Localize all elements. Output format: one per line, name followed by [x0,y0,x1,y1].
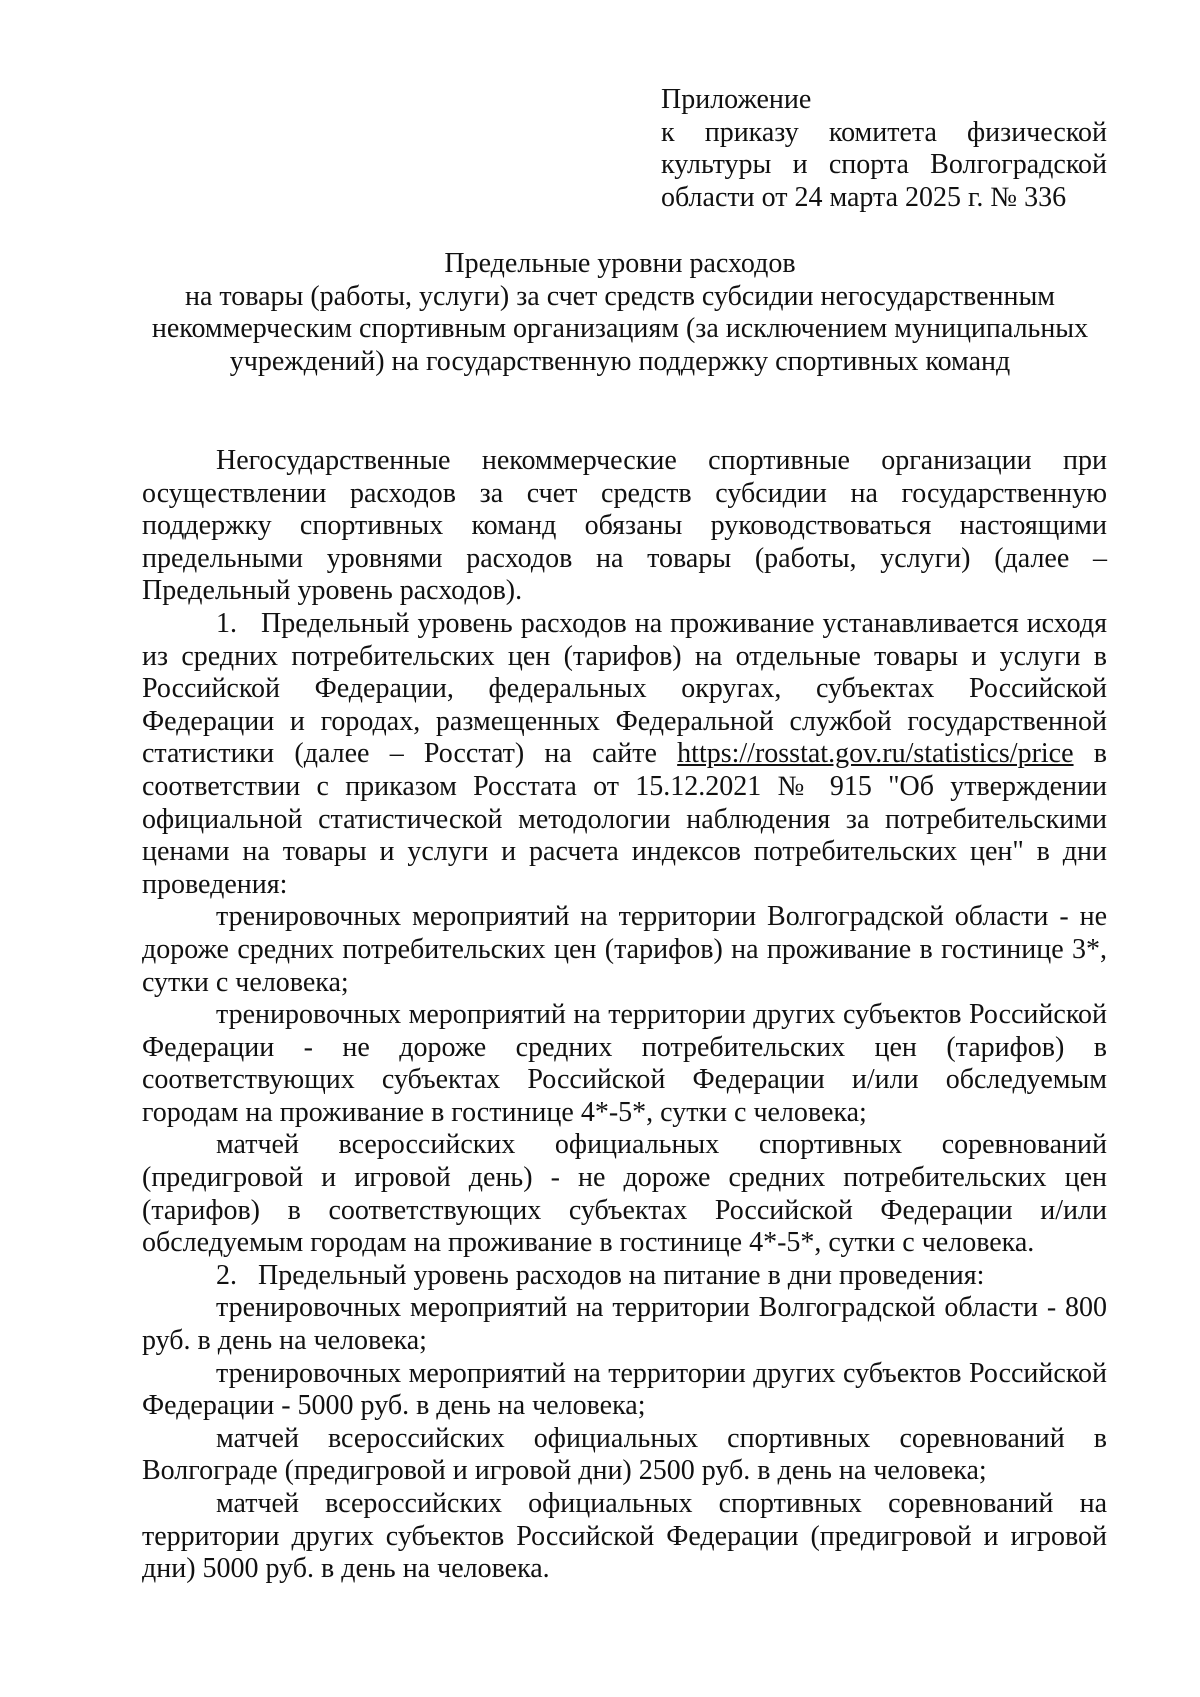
accommodation-item-2: тренировочных мероприятий на территории других субъектов Российской Федерации - не дороже средних потребительских цен (тарифов) в соответствующих субъектах Российской Федерации и/или обследуемым городам на проживание в гостинице 4*-5*, сутки с человека; [142,999,1107,1128]
paragraph-1 [142,608,1107,901]
document-title [140,248,1100,378]
accommodation-item-3: матчей всероссийских официальных спортивных соревнований (предигровой и игровой день) - не дороже средних потребительских цен (тарифов) в соответствующих субъектах Российской Федерации и/или обследуемым городам на проживание в гостинице 4*-5*, сутки с человека. [142,1129,1107,1259]
document-body [142,445,1107,1586]
paragraph-2 [142,1260,1107,1293]
paragraph-1-number: 1. [216,607,237,639]
rosstat-link[interactable]: https://rosstat.gov.ru/statistics/price [677,738,1074,770]
paragraph-2-text: Предельный уровень расходов на питание в дни проведения: [258,1259,985,1291]
meals-item-4: матчей всероссийских официальных спортивных соревнований на территории других субъектов Российской Федерации (предигровой и игровой дни) 5000 руб. в день на человека. [142,1488,1107,1585]
paragraph-2-number: 2. [216,1259,237,1291]
meals-item-1: тренировочных мероприятий на территории Волгоградской области - 800 руб. в день на человека; [142,1292,1107,1357]
accommodation-item-1: тренировочных мероприятий на территории Волгоградской области - не дороже средних потребительских цен (тарифов) на проживание в гостинице 3*, сутки с человека; [142,901,1107,998]
paragraph-1-text: Предельный уровень расходов на проживание устанавливается исходя из средних потребительских цен (тарифов) на отдельные товары и услуги в Российской Федерации, федеральных округах, субъектах Российской Федерации и городах, размещенных Федеральной службой государственной статистики (далее – Росстат) на сайте [142,607,1107,770]
meals-item-2: тренировочных мероприятий на территории других субъектов Российской Федерации - 5000 руб. в день на человека; [142,1357,1107,1422]
meals-item-3: матчей всероссийских официальных спортивных соревнований в Волгограде (предигровой и игровой дни) 2500 руб. в день на человека; [142,1422,1107,1487]
title-line-2: на товары (работы, услуги) за счет средств субсидии негосударственным некоммерческим спортивным организациям (за исключением муниципальных учреждений) на государственную поддержку спортивных команд [151,280,1089,377]
annex-label: Приложение [661,84,812,115]
intro-paragraph: Негосударственные некоммерческие спортивные организации при осуществлении расходов за счет средств субсидии на государственную поддержку спортивных команд обязаны руководствоваться настоящими предельными уровнями расходов на товары (работы, услуги) (далее – Предельный уровень расходов). [142,445,1107,607]
annex-block [661,84,1107,214]
annex-text: к приказу комитета физической культуры и спорта Волгоградской области от 24 марта 2025 г. № 336 [661,116,1107,213]
title-line-1: Предельные уровни расходов [444,248,796,279]
paragraph-1-text-continued: в соответствии с приказом Росстата от 15.12.2021 № 915 "Об утверждении официальной статистической методологии наблюдения за потребительскими ценами на товары и услуги и расчета индексов потребительских цен" в дни проведения: [142,738,1108,900]
